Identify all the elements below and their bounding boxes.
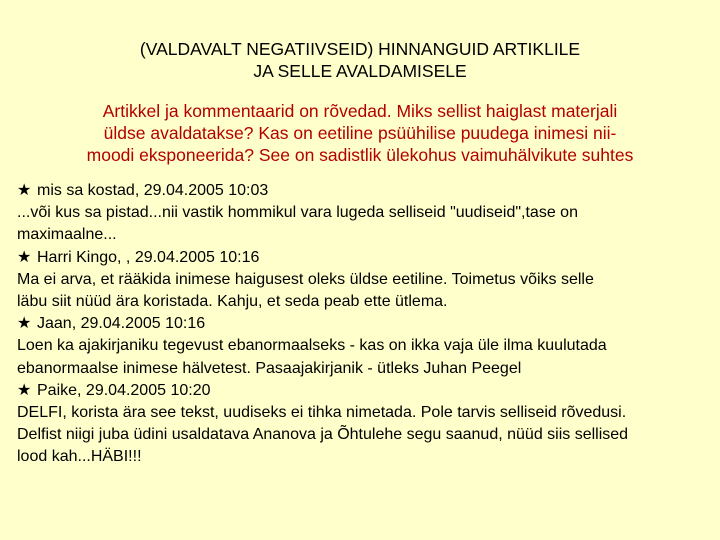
subtitle-line-2: üldse avaldatakse? Kas on eetiline psüühilise puudega inimesi nii- — [103, 123, 617, 143]
comment-text-line: Loen ka ajakirjaniku tegevust ebanormaalseks - kas on ikka vaja üle ilma kuulutada — [17, 337, 607, 355]
comment-date: , , 29.04.2005 10:16 — [117, 248, 260, 266]
comment-date: , 29.04.2005 10:20 — [77, 381, 211, 399]
comment-text-line: lood kah...HÄBI!!! — [17, 448, 142, 466]
comment-header — [17, 180, 717, 202]
star-icon: ★ — [17, 315, 32, 333]
comment-header — [17, 247, 717, 269]
comment-header — [17, 380, 717, 402]
comment-author: mis sa kostad — [37, 182, 135, 199]
subtitle — [0, 100, 720, 166]
comment-author: Paike — [37, 381, 78, 399]
page-title-line-1: (VALDAVALT NEGATIIVSEID) HINNANGUID ARTIKLILE — [139, 39, 581, 59]
comment-text-line: ...või kus sa pistad...nii vastik hommikul vara lugeda selliseid "uudiseid",tase on — [17, 204, 578, 222]
comment-text-line: Delfist niigi juba üdini usaldatava Ananova ja Õhtulehe segu saanud, nüüd siis sellised — [17, 426, 629, 444]
star-icon: ★ — [17, 248, 32, 266]
comment-list — [17, 180, 717, 469]
star-icon: ★ — [17, 381, 32, 399]
subtitle-line-3: moodi eksponeerida? See on sadistlik ülekohus vaimuhälvikute suhtes — [86, 145, 634, 165]
comment-author: Harri Kingo — [37, 248, 118, 266]
comment-text-line: läbu siit nüüd ära koristada. Kahju, et seda peab ette ütlema. — [17, 293, 448, 311]
comment-text-line: maximaalne... — [17, 226, 117, 244]
page-title-line-2: JA SELLE AVALDAMISELE — [253, 61, 467, 81]
page-title — [0, 38, 720, 82]
comment-header — [17, 313, 717, 335]
comment-text-line: Ma ei arva, et rääkida inimese haigusest oleks üldse eetiline. Toimetus võiks selle — [17, 270, 594, 288]
comment-author: Jaan — [37, 315, 72, 333]
star-icon: ★ — [17, 182, 32, 199]
comment-text-line: ebanormaalse inimese hälvetest. Pasaajakirjanik - ütleks Juhan Peegel — [17, 359, 522, 377]
comment-date: , 29.04.2005 10:16 — [71, 315, 206, 333]
subtitle-line-1: Artikkel ja kommentaarid on rõvedad. Miks sellist haiglast materjali — [102, 101, 618, 121]
comment-text-line: DELFI, korista ära see tekst, uudiseks ei tihka nimetada. Pole tarvis selliseid rõvedusi. — [17, 404, 627, 422]
comment-date: , 29.04.2005 10:03 — [134, 182, 269, 199]
